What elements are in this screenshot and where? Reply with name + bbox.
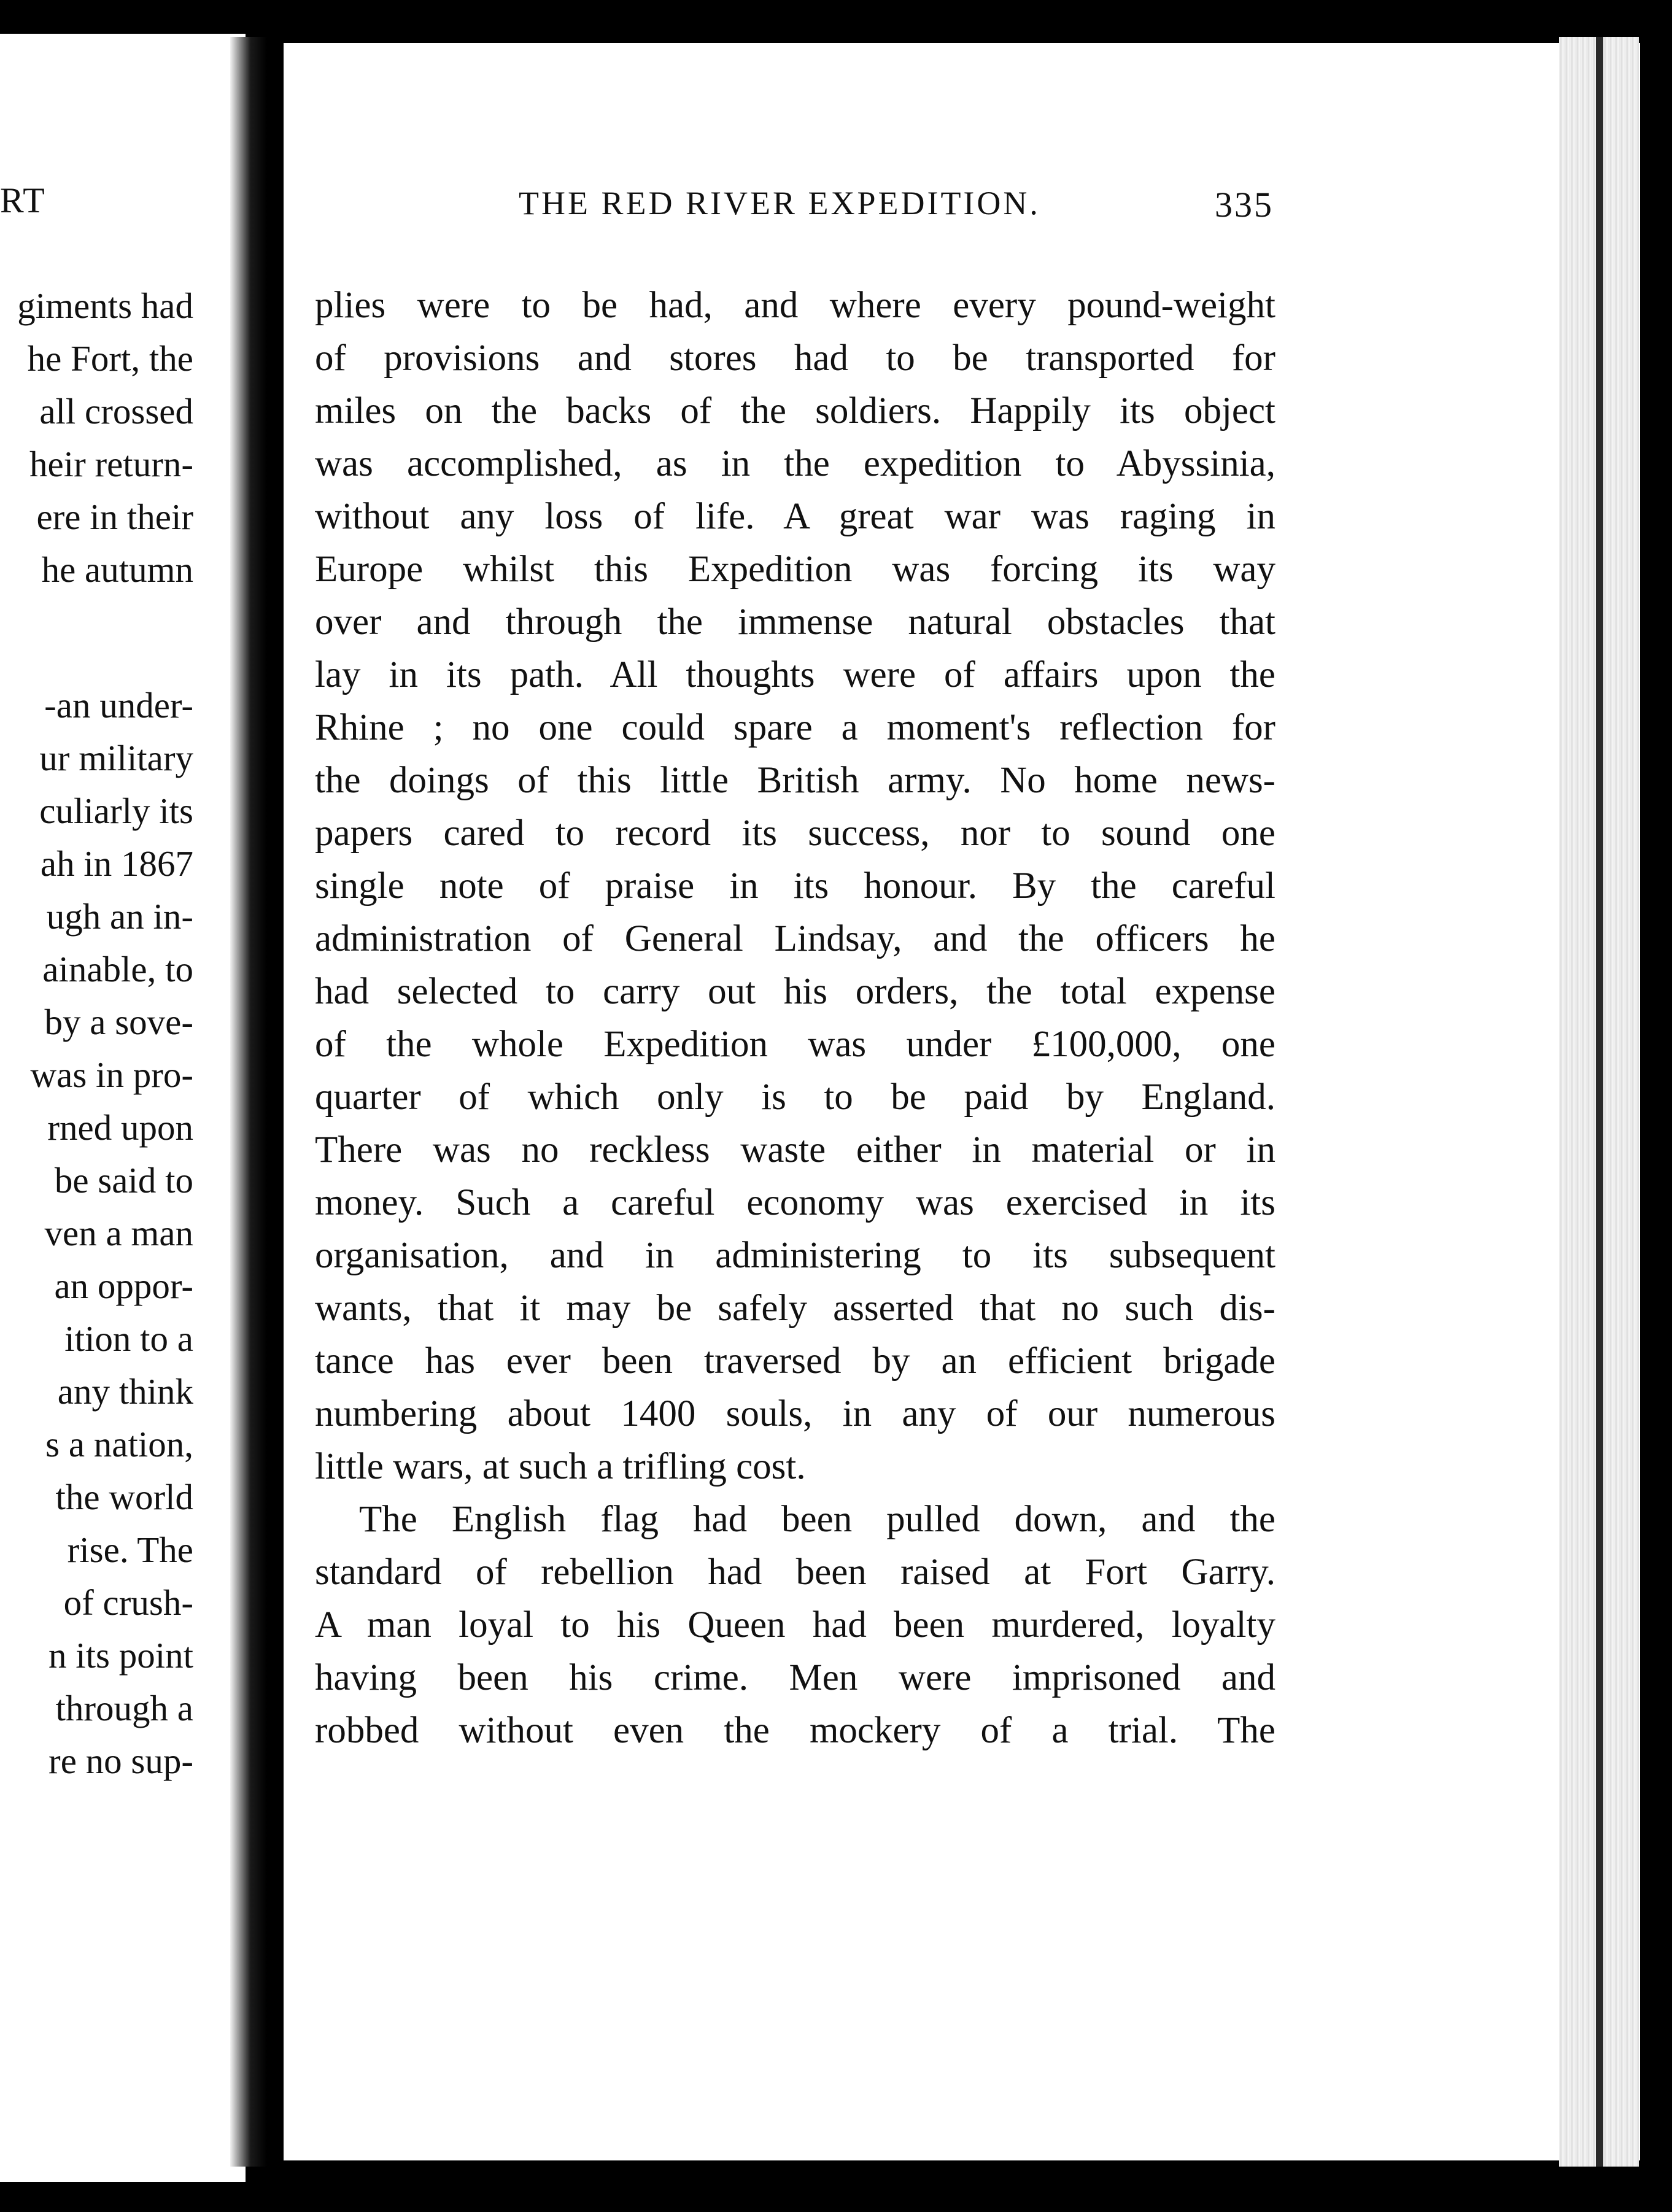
text-line: Rhine ; no one could spare a moment's reflection for: [315, 707, 1275, 748]
text-line: single note of praise in its honour. By the careful: [315, 865, 1275, 907]
text-line: of the whole Expedition was under £100,000, one: [315, 1024, 1275, 1065]
text-line: lay in its path. All thoughts were of affairs upon the: [315, 654, 1275, 695]
text-line: money. Such a careful economy was exercised in its: [315, 1182, 1275, 1223]
text-line: wants, that it may be safely asserted that no such dis-: [315, 1288, 1275, 1329]
text-line: ven a man: [44, 1213, 193, 1253]
page-number: 335: [1215, 185, 1274, 225]
text-line: robbed without even the mockery of a trial. The: [315, 1710, 1275, 1751]
text-line: numbering about 1400 souls, in any of our numerous: [315, 1393, 1275, 1434]
text-line: s a nation,: [45, 1424, 193, 1464]
text-line: the world: [55, 1477, 193, 1517]
text-line: re no sup-: [48, 1741, 193, 1781]
text-line: tance has ever been traversed by an efficient brigade: [315, 1340, 1275, 1382]
text-line: plies were to be had, and where every pound-weight: [315, 285, 1275, 326]
text-line: rise. The: [67, 1529, 193, 1570]
book-gutter: [230, 37, 267, 2167]
running-title: THE RED RIVER EXPEDITION.: [519, 185, 1040, 222]
text-line: an oppor-: [54, 1266, 193, 1306]
text-line: papers cared to record its success, nor to sound one: [315, 813, 1275, 854]
text-line: be said to: [54, 1160, 193, 1201]
text-line: n its point: [48, 1635, 193, 1676]
text-line: little wars, at such a trifling cost.: [315, 1446, 806, 1487]
text-line: through a: [55, 1688, 193, 1728]
text-line: of provisions and stores had to be transported for: [315, 338, 1275, 379]
text-line: -an under-: [44, 685, 193, 725]
text-line: standard of rebellion had been raised at Fort Garry.: [315, 1552, 1275, 1593]
text-line: was accomplished, as in the expedition to Abyssinia,: [315, 443, 1275, 484]
text-line: miles on the backs of the soldiers. Happily its object: [315, 390, 1275, 431]
text-line: heir return-: [29, 444, 193, 484]
paragraph-gap: [0, 596, 193, 679]
text-line: by a sove-: [44, 1002, 193, 1042]
current-page-text: [315, 279, 1275, 1757]
text-line: A man loyal to his Queen had been murdered, loyalty: [315, 1604, 1275, 1645]
text-line: organisation, and in administering to its subsequent: [315, 1235, 1275, 1276]
text-line: ur military: [39, 738, 193, 778]
running-head: [519, 184, 1274, 233]
text-line: all crossed: [39, 391, 193, 431]
text-line: was in pro-: [30, 1054, 193, 1095]
text-line: having been his crime. Men were imprisoned and: [315, 1657, 1275, 1698]
text-line: of crush-: [63, 1582, 193, 1623]
text-line: he autumn: [41, 549, 193, 590]
text-line: without any loss of life. A great war was raging in: [315, 496, 1275, 537]
text-line: culiarly its: [39, 791, 193, 831]
text-line: Europe whilst this Expedition was forcing its way: [315, 549, 1275, 590]
previous-page: [0, 34, 246, 2182]
text-line: any think: [57, 1371, 193, 1412]
text-line: ere in their: [36, 497, 193, 537]
text-line: ugh an in-: [46, 896, 193, 937]
text-line: The English flag had been pulled down, and the: [359, 1499, 1275, 1540]
text-line: administration of General Lindsay, and the officers he: [315, 918, 1275, 959]
previous-page-running-head: RT: [0, 180, 46, 220]
text-line: There was no reckless waste either in material or in: [315, 1129, 1275, 1170]
text-line: had selected to carry out his orders, the total expense: [315, 971, 1275, 1012]
previous-page-text: [0, 279, 193, 1787]
text-line: giments had: [17, 285, 193, 326]
text-line: quarter of which only is to be paid by England.: [315, 1077, 1275, 1118]
text-line: ah in 1867: [40, 843, 193, 884]
text-line: rned upon: [47, 1107, 193, 1148]
text-line: ition to a: [64, 1318, 193, 1359]
text-line: ainable, to: [42, 949, 193, 989]
text-line: over and through the immense natural obstacles that: [315, 601, 1275, 643]
page-edge-shadow: [1596, 37, 1603, 2167]
text-line: he Fort, the: [27, 338, 193, 379]
text-line: the doings of this little British army. No home news-: [315, 760, 1275, 801]
